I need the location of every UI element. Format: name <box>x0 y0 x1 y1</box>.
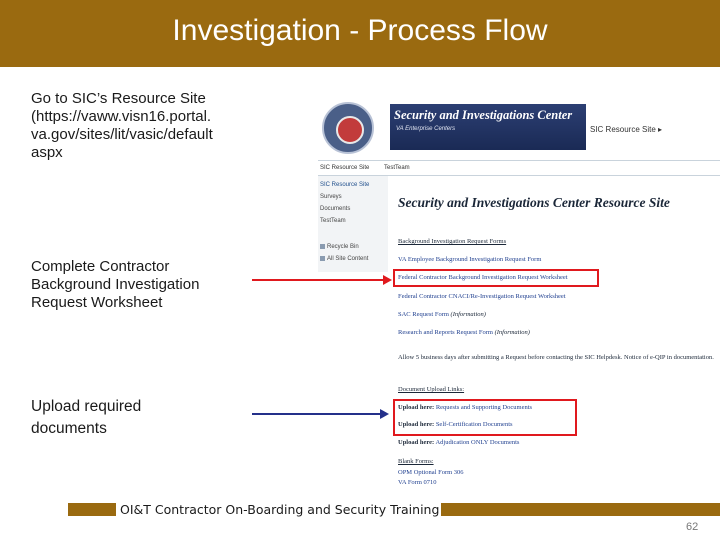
upload-label: Requests and Supporting Documents <box>435 404 533 411</box>
page-number: 62 <box>686 521 699 533</box>
sic-logo <box>390 104 586 150</box>
step-go-to-resource-site: Go to SIC’s Resource Site (https://vaww.visn16.portal. va.gov/sites/lit/vasic/default aspx <box>31 90 213 161</box>
title-bar <box>0 0 720 67</box>
sidebar-item-surveys[interactable]: Surveys <box>320 194 342 200</box>
sidebar-item-label: All Site Content <box>327 256 369 263</box>
research-reports-form-link[interactable] <box>398 329 530 336</box>
contractor-bi-worksheet-link[interactable]: Federal Contractor Background Investigation Request Worksheet <box>398 274 568 281</box>
research-link-label: Research and Reports Request Form <box>398 329 493 336</box>
research-info-label: (Information) <box>494 329 530 336</box>
resource-site-heading: Security and Investigations Center Resource Site <box>398 195 670 210</box>
upload-prefix: Upload here: <box>398 404 435 411</box>
sidebar-item-documents[interactable]: Documents <box>320 206 351 212</box>
step-complete-worksheet: Complete Contractor Background Investigation Request Worksheet <box>31 258 200 311</box>
sidebar-item-all-site-content[interactable] <box>320 256 368 262</box>
step-upload-documents: Upload required documents <box>31 398 142 437</box>
sidebar-item-label: Recycle Bin <box>327 244 359 251</box>
upload-prefix: Upload here: <box>398 439 435 446</box>
bi-forms-section-title: Background Investigation Request Forms <box>398 238 507 245</box>
upload-highlight-box <box>393 399 577 436</box>
footer-title: OI&T Contractor On-Boarding and Security Training <box>120 502 440 517</box>
resource-site-screenshot <box>318 96 720 491</box>
upload-label: Adjudication ONLY Documents <box>435 439 520 446</box>
cnaci-worksheet-link[interactable]: Federal Contractor CNACI/Re-Investigation Request Worksheet <box>398 293 566 300</box>
sic-logo-title: Security and Investigations Center <box>394 108 573 122</box>
slide-title: Investigation - Process Flow <box>172 14 548 47</box>
sidebar <box>318 176 388 272</box>
va-seal-icon <box>322 102 374 154</box>
upload-label: Self-Certification Documents <box>435 421 513 428</box>
sac-request-form-link[interactable] <box>398 311 486 318</box>
va-form-0710-link[interactable]: VA Form 0710 <box>398 479 437 486</box>
site-content-icon <box>320 256 325 261</box>
blank-forms-section-title: Blank Forms: <box>398 458 434 465</box>
footer-band-left <box>68 503 116 516</box>
sidebar-item-sic-resource-site[interactable]: SIC Resource Site <box>320 182 370 188</box>
footer-band-right <box>441 503 720 516</box>
upload-links-section-title: Document Upload Links: <box>398 386 465 393</box>
recycle-bin-icon <box>320 244 325 249</box>
sac-link-label: SAC Request Form <box>398 311 449 318</box>
worksheet-highlight-box <box>393 269 599 287</box>
sic-logo-subtitle: VA Enterprise Centers <box>396 126 456 132</box>
sidebar-item-testteam[interactable]: TestTeam <box>320 218 346 224</box>
tab-testteam[interactable]: TestTeam <box>384 165 410 171</box>
sac-info-label: (Information) <box>450 311 486 318</box>
employee-bi-form-link[interactable]: VA Employee Background Investigation Request Form <box>398 256 542 263</box>
sic-resource-site-link[interactable]: SIC Resource Site ▸ <box>590 125 663 134</box>
header-divider <box>318 160 720 161</box>
blue-arrow-icon <box>252 413 387 415</box>
upload-adjudication-link[interactable] <box>398 439 519 446</box>
red-arrow-icon <box>252 279 390 281</box>
upload-prefix: Upload here: <box>398 421 435 428</box>
tab-sic-resource-site[interactable]: SIC Resource Site <box>320 165 370 171</box>
helpdesk-notice: Allow 5 business days after submitting a Request before contacting the SIC Helpdesk. Notice of e-QIP in documentation. <box>398 354 714 361</box>
sidebar-item-recycle-bin[interactable] <box>320 244 359 250</box>
opm-form-306-link[interactable]: OPM Optional Form 306 <box>398 469 464 476</box>
top-nav <box>318 163 720 176</box>
